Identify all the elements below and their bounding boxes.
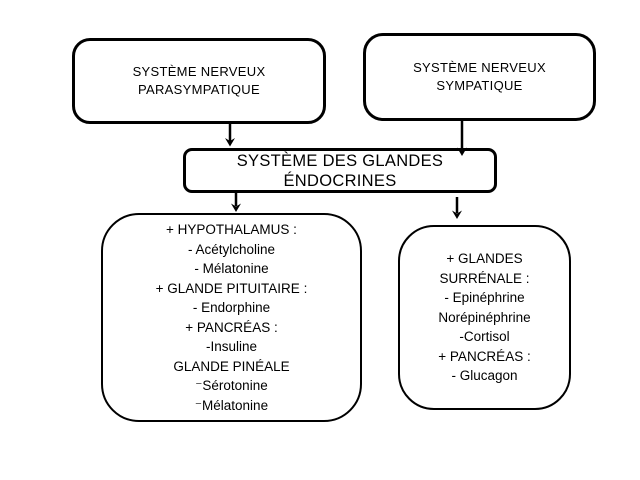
- arrow-parasympathetic-to-endocrine: [225, 122, 235, 147]
- arrow-endocrine-to-left-glands: [231, 191, 241, 212]
- left-glands-line: ⁻Mélatonine: [194, 397, 269, 413]
- left-glands-line: - Acétylcholine: [187, 241, 276, 257]
- right-glands-line: Norépinéphrine: [438, 309, 531, 325]
- left-glands-line: + HYPOTHALAMUS :: [166, 222, 297, 237]
- right-glands-line: -Cortisol: [459, 329, 510, 345]
- node-parasympathetic: [72, 38, 326, 124]
- right-glands-line: + GLANDES: [446, 251, 523, 267]
- node-endocrine-line2: ÉNDOCRINES: [283, 171, 397, 190]
- right-glands-line: SURRÉNALE :: [439, 270, 530, 286]
- node-sympathetic: [363, 33, 596, 121]
- node-parasympathetic-line2: PARASYMPATIQUE: [138, 82, 260, 97]
- arrow-head-icon: [452, 211, 462, 220]
- left-glands-line: - Endorphine: [192, 300, 271, 315]
- left-glands-line: - Mélatonine: [194, 261, 269, 276]
- node-left-glands-list: [101, 213, 362, 422]
- node-sympathetic-line1: SYSTÈME NERVEUX: [413, 60, 546, 75]
- node-sympathetic-line2: SYMPATIQUE: [436, 78, 523, 93]
- node-right-glands-list: [398, 225, 571, 410]
- right-glands-line: - Glucagon: [451, 368, 518, 384]
- node-endocrine-system: [183, 148, 497, 193]
- arrow-endocrine-to-right-glands: [452, 197, 462, 219]
- left-glands-line: + PANCRÉAS :: [185, 319, 278, 335]
- left-glands-line: + GLANDE PITUITAIRE :: [155, 280, 308, 296]
- left-glands-line: -Insuline: [205, 339, 258, 354]
- node-parasympathetic-line1: SYSTÈME NERVEUX: [132, 64, 266, 79]
- node-endocrine-line1: SYSTÈME DES GLANDES: [236, 151, 444, 170]
- right-glands-line: + PANCRÉAS :: [438, 348, 531, 364]
- left-glands-line: ⁻Sérotonine: [195, 378, 268, 393]
- right-glands-line: - Epinéphrine: [444, 290, 525, 306]
- left-glands-line: GLANDE PINÉALE: [173, 358, 290, 374]
- arrow-head-icon: [225, 138, 235, 147]
- arrow-head-icon: [231, 204, 241, 213]
